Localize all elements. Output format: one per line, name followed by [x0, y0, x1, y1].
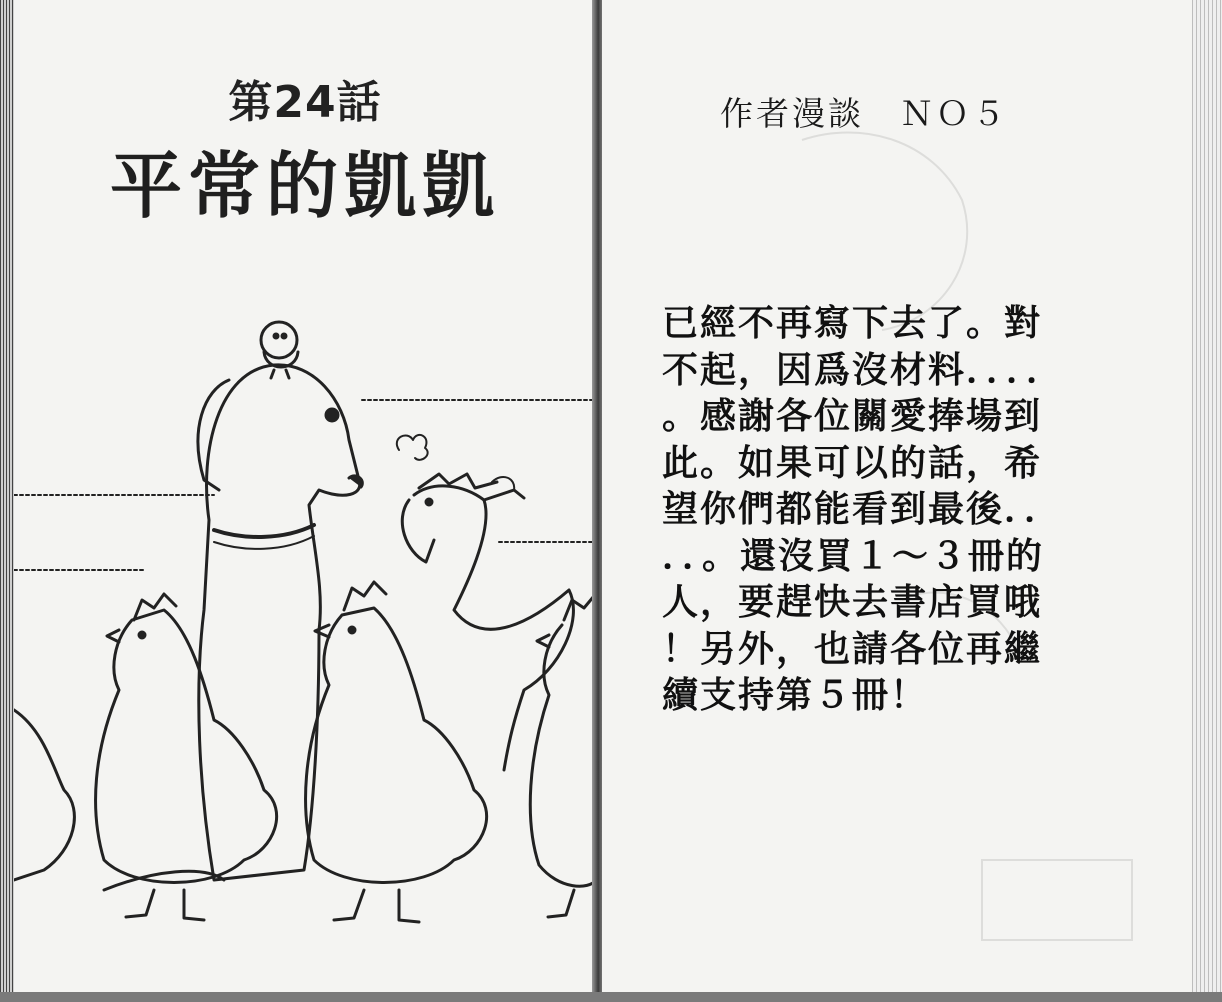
body-line: 人，要趕快去書店買哦 [662, 581, 1043, 623]
author-notes-body [662, 300, 1102, 719]
body-line: ！另外，也請各位再繼 [662, 627, 1043, 670]
body-line: 不起，因爲沒材料．．．． [662, 348, 1065, 391]
chick-icon [261, 322, 298, 378]
rooster-icon [402, 474, 573, 770]
page-stack-edge-right [1192, 0, 1222, 1002]
body-line: 續支持第５冊！ [662, 674, 929, 716]
chapter-number: 第24話 [228, 77, 382, 128]
body-line: 已經不再寫下去了。對 [662, 302, 1043, 344]
body-line: 。感謝各位關愛捧場到 [662, 395, 1043, 437]
author-notes-heading: 作者漫談 ＮＯ５ [720, 94, 1008, 133]
right-page [602, 0, 1194, 1002]
left-page [14, 0, 596, 1002]
hen-icon [530, 596, 596, 917]
hen-icon [306, 582, 487, 922]
bottom-edge [0, 992, 1222, 1002]
body-line: ．．。還沒買１～３冊的 [662, 534, 1045, 577]
chapter-illustration [14, 290, 596, 950]
hen-icon [14, 710, 74, 880]
body-line: 此。如果可以的話，希 [662, 441, 1043, 484]
body-line: 望你們都能看到最後．． [662, 488, 1063, 530]
chapter-title: 平常的凱凱 [109, 144, 500, 228]
